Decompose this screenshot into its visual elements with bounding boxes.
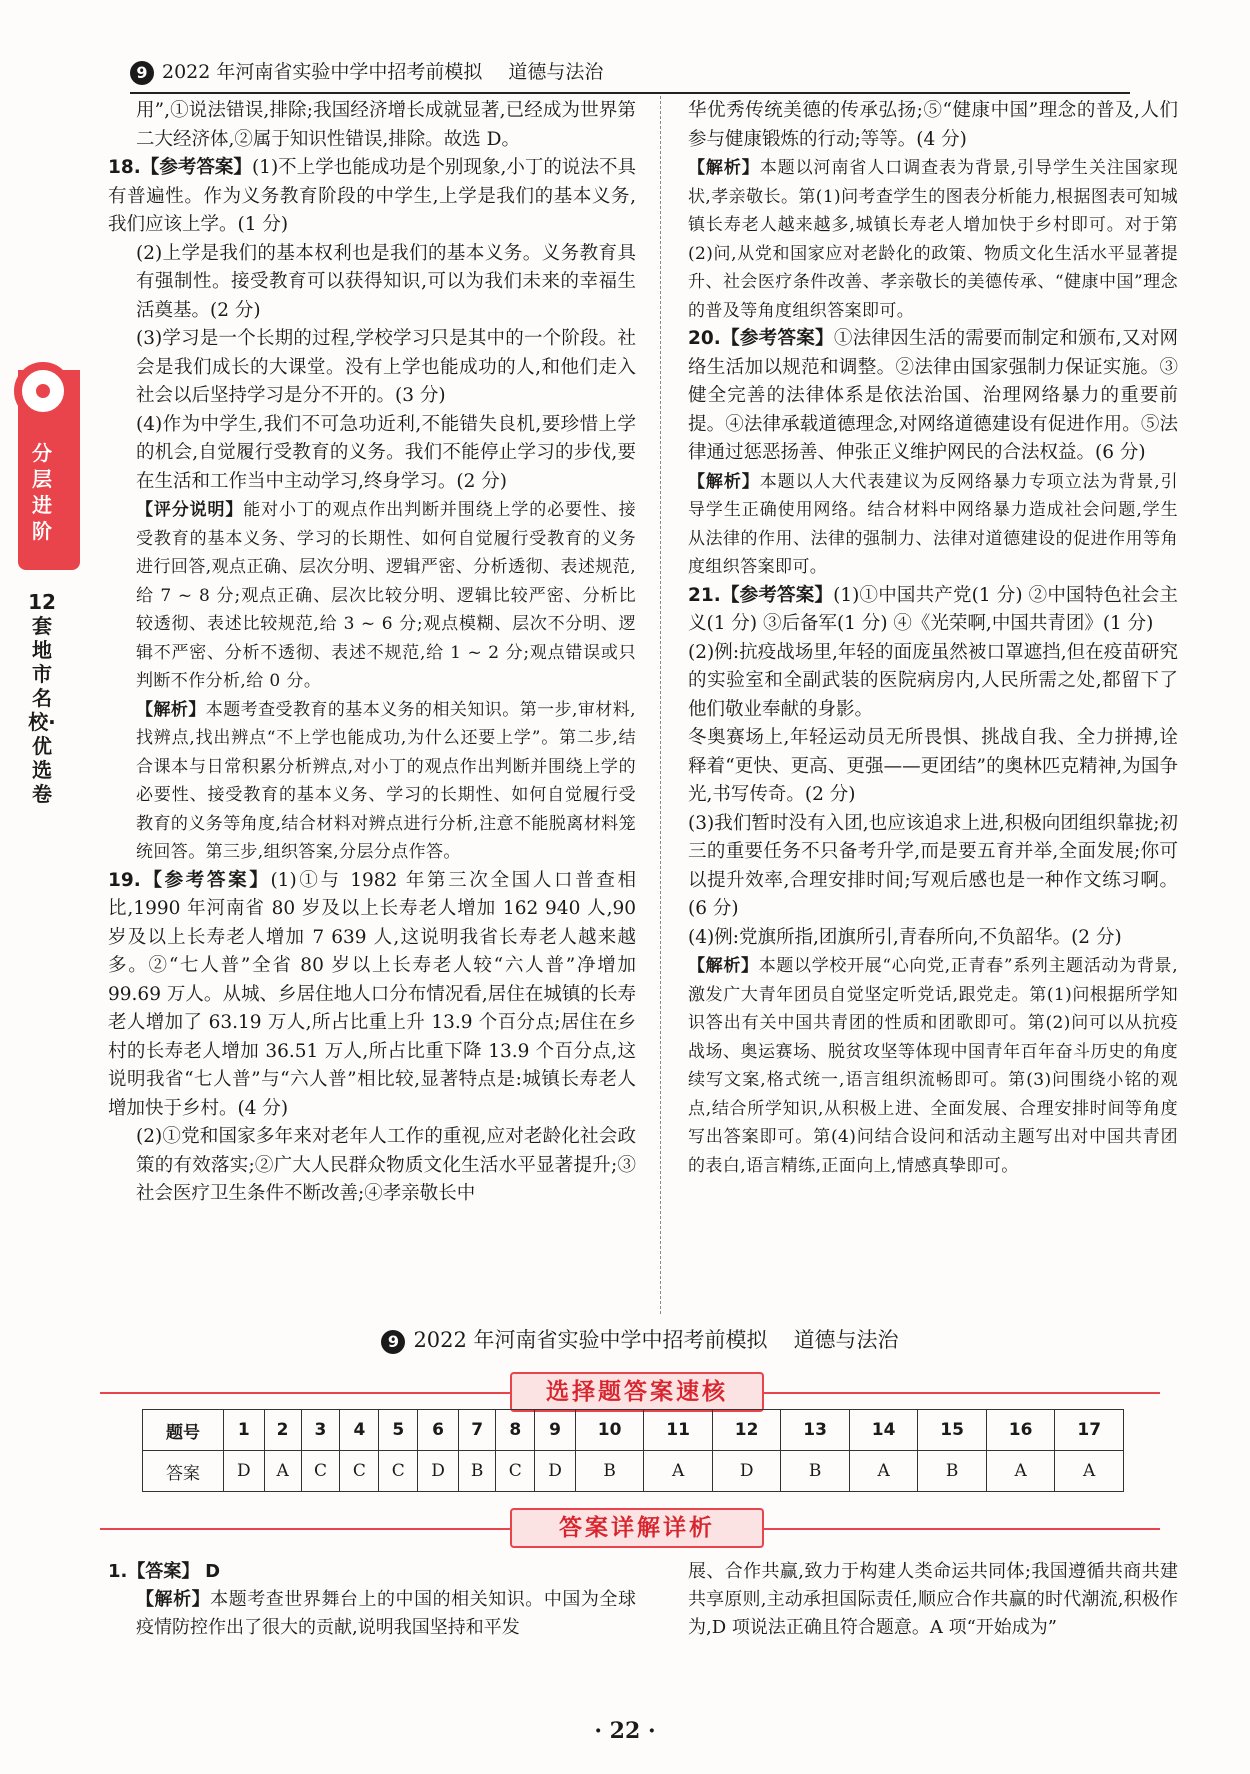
q-number: 8 — [496, 1410, 535, 1451]
q18-number: 18. — [108, 157, 141, 178]
q21-analysis — [688, 952, 1178, 1180]
answer-cell: C — [340, 1451, 379, 1492]
q-number: 16 — [986, 1410, 1055, 1451]
detail-left-column — [108, 1558, 636, 1642]
q21-answer-1 — [688, 582, 1178, 639]
answer-cell: B — [781, 1451, 850, 1492]
q21-analysis-tag: 【解析】 — [688, 956, 759, 976]
answer-cell: C — [301, 1451, 340, 1492]
q1-answer-tag: 【答案】 — [127, 1561, 200, 1582]
q1-answer — [108, 1558, 636, 1586]
q1-number: 1. — [108, 1561, 128, 1582]
q18-answer-1 — [108, 154, 636, 240]
q18-tag: 【参考答案】 — [140, 157, 252, 178]
q-number: 2 — [264, 1410, 301, 1451]
detail-right-column — [688, 1558, 1178, 1642]
q1-analysis — [108, 1586, 636, 1642]
q21-a2: (2)例:抗疫战场里,年轻的面庞虽然被口罩遮挡,但在疫苗研究的实验室和全副武装的医院病房内,人民所需之处,都留下了他们敬业奉献的身影。 — [688, 641, 1178, 720]
answer-cell: C — [496, 1451, 535, 1492]
q-number: 6 — [418, 1410, 459, 1451]
q19-analysis-tag: 【解析】 — [688, 158, 760, 178]
answer-cell: A — [264, 1451, 301, 1492]
q1-answer-value: D — [205, 1561, 221, 1582]
answer-cell: D — [224, 1451, 265, 1492]
detail-answers-banner: 答案详解详析 — [510, 1508, 764, 1548]
q19-analysis-text: 本题以河南省人口调查表为背景,引导学生关注国家现状,孝亲敬长。第(1)问考查学生的图表分析能力,根据图表可知城镇长寿老人越来越多,城镇长寿老人增加快于乡村即可。对于第(2)问,从党和国家应对老龄化的政策、物质文化生活水平显著提升、社会医疗条件改善、孝亲敬长的美德传承、“健康中国”理念的普及等角度组织答案即可。 — [688, 158, 1178, 321]
q20-answer-text: ①法律因生活的需要而制定和颁布,又对网络生活加以规范和调整。②法律由国家强制力保证实施。③健全完善的法律体系是依法治国、治理网络暴力的重要前提。④法律承载道德理念,对网络道德建设有促进作用。⑤法律通过惩恶扬善、伸张正义维护网民的合法权益。(6 分) — [688, 328, 1178, 463]
q-number: 7 — [458, 1410, 495, 1451]
q20-number: 20. — [688, 328, 721, 349]
header-title: 2022 年河南省实验中学中招考前模拟 — [162, 61, 483, 83]
q-number: 1 — [224, 1410, 265, 1451]
answer-cell: B — [918, 1451, 987, 1492]
section-badge: 9 — [381, 1330, 405, 1354]
quick-answer-table — [142, 1409, 1124, 1492]
q-number: 14 — [849, 1410, 918, 1451]
q17-continuation: 用”,①说法错误,排除;我国经济增长成就显著,已经成为世界第二大经济体,②属于知识性错误,排除。故选 D。 — [136, 100, 636, 150]
q1-analysis-tag: 【解析】 — [136, 1589, 211, 1610]
section-title — [360, 1322, 920, 1358]
q20-tag: 【参考答案】 — [720, 328, 834, 349]
answer-cell: A — [1055, 1451, 1124, 1492]
q20-answer — [688, 325, 1178, 468]
header-subject: 道德与法治 — [508, 61, 604, 83]
section-subject: 道德与法治 — [793, 1328, 899, 1352]
q19-a2-start: (2)①党和国家多年来对老年人工作的重视,应对老龄化社会政策的有效落实;②广大人民群众物质文化生活水平显著提升;③社会医疗卫生条件不断改善;④孝亲敬长中 — [136, 1126, 636, 1204]
q20-analysis-tag: 【解析】 — [688, 471, 760, 492]
answer-cell: B — [575, 1451, 644, 1492]
q19-a2-continuation: 华优秀传统美德的传承弘扬;⑤“健康中国”理念的普及,人们参与健康锻炼的行动;等等。(4 分) — [688, 100, 1178, 150]
q18-a2: (2)上学是我们的基本权利也是我们的基本义务。义务教育具有强制性。接受教育可以获得知识,可以为我们未来的幸福生活奠基。(2 分) — [136, 242, 636, 321]
answer-cell: B — [458, 1451, 495, 1492]
paper-number-badge: 9 — [130, 61, 154, 85]
q-number: 11 — [644, 1410, 713, 1451]
q-number: 9 — [535, 1410, 576, 1451]
q-number: 10 — [575, 1410, 644, 1451]
answer-cell: A — [849, 1451, 918, 1492]
q1-analysis-text: 本题考查世界舞台上的中国的相关知识。中国为全球疫情防控作出了很大的贡献,说明我国坚持和平发 — [136, 1589, 636, 1638]
q18-analysis-tag: 【解析】 — [136, 699, 206, 720]
q18-a4: (4)作为中学生,我们不可急功近利,不能错失良机,要珍惜上学的机会,自觉履行受教育的义务。我们不能停止学习的步伐,要在生活和工作当中主动学习,终身学习。(2 分) — [136, 413, 636, 492]
column-divider — [660, 96, 661, 1314]
row-label-answer: 答案 — [143, 1451, 224, 1492]
q19-a1: (1)①与 1982 年第三次全国人口普查相比,1990 年河南省 80 岁及以上长寿老人增加 162 940 人,90 岁及以上长寿老人增加 7 639 人,这说明我省长寿老人越来越多。②“七人普”全省 80 岁以上长寿老人较“六人普”净增加 99.69 万人。从城、乡居住地人口分布情况看,居住在城镇的长寿老人增加了 63.19 万人,所占比重上升 13.9 个百分点;居住在乡村的长寿老人增加 36.51 万人,所占比重下降 13.9 个百分点,这说明我省“七人普”与“六人普”相比较,显著特点是:城镇长寿老人增加快于乡村。(4 分) — [108, 869, 636, 1119]
target-icon — [14, 362, 72, 420]
q19-tag: 【参考答案】 — [140, 869, 271, 891]
q18-analysis-text: 本题考查受教育的基本义务的相关知识。第一步,审材料,找辨点,找出辨点“不上学也能成功,为什么还要上学”。第二步,结合课本与日常积累分析辨点,对小丁的观点作出判断并围绕上学的必要性、接受教育的基本义务、学习的长期性、如何自觉履行受教育的义务等角度,结合材料对辨点进行分析,注意不能脱离材料笼统回答。第三步,组织答案,分层分点作答。 — [136, 699, 636, 862]
q20-analysis — [688, 468, 1178, 582]
side-vertical-label: 12套地市名校·优选卷 — [28, 590, 56, 806]
q19-number: 19. — [108, 869, 141, 891]
answer-cell: D — [418, 1451, 459, 1492]
q18-scoring — [108, 496, 636, 696]
left-column — [108, 97, 636, 1209]
answer-cell: C — [379, 1451, 418, 1492]
q18-score-tag: 【评分说明】 — [136, 500, 244, 520]
side-tab-label: 分层进阶 — [32, 441, 52, 543]
q20-analysis-text: 本题以人大代表建议为反网络暴力专项立法为背景,引导学生正确使用网络。结合材料中网络暴力造成社会问题,学生从法律的作用、法律的强制力、法律对道德建设的促进作用等角度组织答案即可。 — [688, 471, 1178, 577]
page-header — [130, 56, 690, 88]
q-number: 13 — [781, 1410, 850, 1451]
q-number: 5 — [379, 1410, 418, 1451]
q21-a2b: 冬奥赛场上,年轻运动员无所畏惧、挑战自我、全力拼搏,诠释着“更快、更高、更强——更团结”的奥林匹克精神,为国争光,书写传奇。(2 分) — [688, 727, 1178, 805]
q-number: 17 — [1055, 1410, 1124, 1451]
header-rule — [130, 92, 1130, 94]
q-number: 15 — [918, 1410, 987, 1451]
q-number: 3 — [301, 1410, 340, 1451]
answer-cell: D — [712, 1451, 781, 1492]
q18-score-text: 能对小丁的观点作出判断并围绕上学的必要性、接受教育的基本义务、学习的长期性、如何自觉履行受教育的义务进行回答,观点正确、层次分明、逻辑严密、分析透彻、表述规范,给 7 ~ 8 分;观点正确、层次比较分明、逻辑比较严密、分析比较透彻、表述比较规范,给 3 ~ 6 分;观点模糊、层次不分明、逻辑不严密、分析不透彻、表述不规范,给 1 ~ 2 分;观点错误或只判断不作分析,给 0 分。 — [136, 500, 636, 691]
q21-a1: (1)①中国共产党(1 分) ②中国特色社会主义(1 分) ③后备军(1 分) ④《光荣啊,中国共青团》(1 分) — [688, 584, 1178, 634]
q-number: 4 — [340, 1410, 379, 1451]
row-label-question: 题号 — [143, 1410, 224, 1451]
q21-number: 21. — [688, 584, 721, 606]
question-number-row — [143, 1410, 1124, 1451]
answer-cell: A — [986, 1451, 1055, 1492]
q19-analysis — [688, 154, 1178, 325]
answer-row — [143, 1451, 1124, 1492]
section-title-text: 2022 年河南省实验中学中招考前模拟 — [413, 1328, 768, 1352]
q21-a4: (4)例:党旗所指,团旗所引,青春所向,不负韶华。(2 分) — [688, 926, 1122, 948]
q21-analysis-text: 本题以学校开展“心向党,正青春”系列主题活动为背景,激发广大青年团员自觉坚定听党话,跟党走。第(1)问根据所学知识答出有关中国共青团的性质和团歌即可。第(2)问可以从抗疫战场、奥运赛场、脱贫攻坚等体现中国青年百年奋斗历史的角度续写文案,格式统一,语言组织流畅即可。第(3)问围绕小铭的观点,结合所学知识,从积极上进、全面发展、合理安排时间等角度写出答案即可。第(4)问结合设问和活动主题写出对中国共青团的表白,语言精练,正面向上,情感真挚即可。 — [688, 956, 1178, 1176]
q1-analysis-continuation: 展、合作共赢,致力于构建人类命运共同体;我国遵循共商共建共享原则,主动承担国际责任,顺应合作共赢的时代潮流,积极作为,D 项说法正确且符合题意。A 项“开始成为” — [688, 1561, 1178, 1638]
answer-cell: D — [535, 1451, 576, 1492]
q18-analysis — [108, 696, 636, 867]
q21-tag: 【参考答案】 — [720, 584, 834, 606]
right-column — [688, 97, 1178, 1180]
page-number: · 22 · — [594, 1718, 656, 1744]
q19-answer-1 — [108, 867, 636, 1124]
answer-cell: A — [644, 1451, 713, 1492]
q18-a1: (1)不上学也能成功是个别现象,小丁的说法不具有普遍性。作为义务教育阶段的中学生,上学是我们的基本义务,我们应该上学。(1 分) — [108, 157, 636, 235]
q21-a3: (3)我们暂时没有入团,也应该追求上进,积极向团组织靠拢;初三的重要任务不只备考升学,而是要五育并举,全面发展;你可以提升效率,合理安排时间;写观后感也是一种作文练习啊。(6 分) — [688, 812, 1178, 919]
q-number: 12 — [712, 1410, 781, 1451]
quick-answers-banner: 选择题答案速核 — [510, 1372, 764, 1412]
q18-a3: (3)学习是一个长期的过程,学校学习只是其中的一个阶段。社会是我们成长的大课堂。没有上学也能成功的人,和他们走入社会以后坚持学习是分不开的。(3 分) — [136, 328, 636, 406]
